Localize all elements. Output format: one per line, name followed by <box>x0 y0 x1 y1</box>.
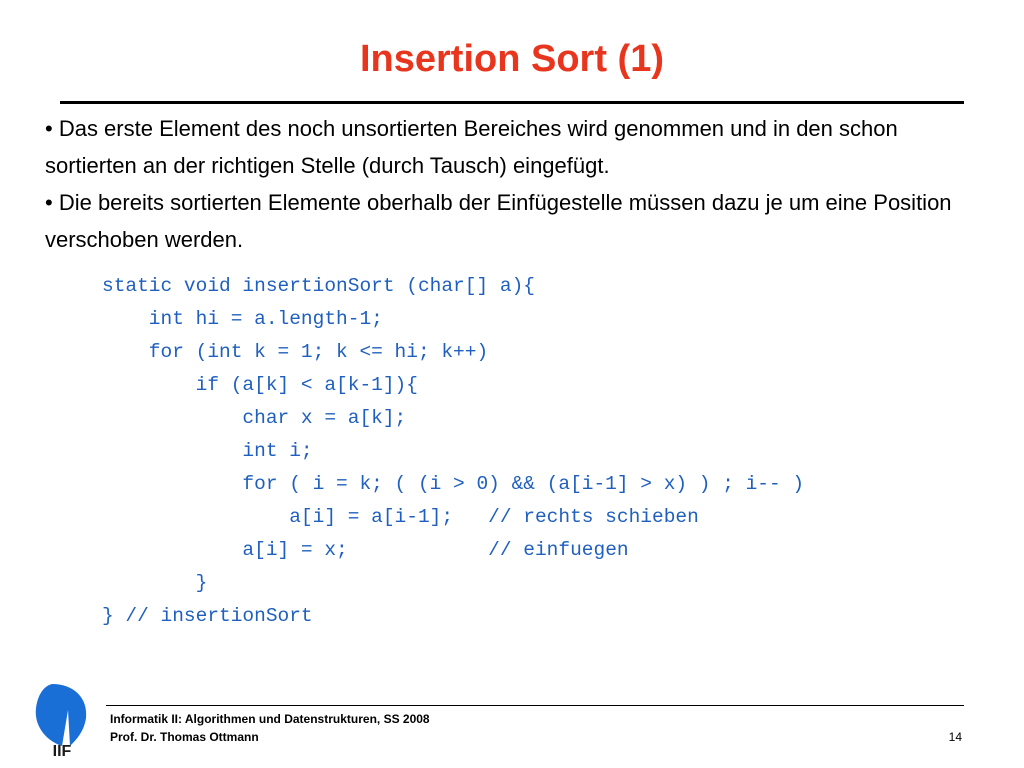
code-text: if (a[k] < a[k-1]){ <box>102 374 418 396</box>
code-line <box>102 534 804 567</box>
code-line <box>102 336 804 369</box>
footer-course: Informatik II: Algorithmen und Datenstrukturen, SS 2008 <box>110 712 430 726</box>
code-line <box>102 402 804 435</box>
code-line <box>102 270 804 303</box>
slide-title: Insertion Sort (1) <box>359 38 665 80</box>
code-text: int i; <box>102 440 313 462</box>
code-line <box>102 468 804 501</box>
code-text: for ( i = k; ( (i > 0) && (a[i-1] > x) ) ; i-- ) <box>102 473 805 495</box>
code-line <box>102 303 804 336</box>
footer-divider <box>106 705 964 706</box>
code-line <box>102 501 804 534</box>
code-text: a[i] = x; <box>102 539 348 561</box>
code-comment: // einfuegen <box>347 539 629 561</box>
bullet-list <box>45 110 975 258</box>
code-text: static void insertionSort (char[] a){ <box>102 275 535 297</box>
bullet-item-2: • Die bereits sortierten Elemente oberhalb der Einfügestelle müssen dazu je um eine Position verschoben werden. <box>45 190 952 252</box>
iif-logo <box>22 680 102 760</box>
code-text: for (int k = 1; k <= hi; k++) <box>102 341 489 363</box>
page-number: 14 <box>948 730 962 744</box>
code-comment: // rechts schieben <box>453 506 699 528</box>
code-text: int hi = a.length-1; <box>102 308 383 330</box>
code-text: char x = a[k]; <box>102 407 407 429</box>
code-line <box>102 435 804 468</box>
code-line <box>102 369 804 402</box>
code-text: } <box>102 572 208 594</box>
footer-author: Prof. Dr. Thomas Ottmann <box>110 730 259 744</box>
bullet-item-1: • Das erste Element des noch unsortierten Bereiches wird genommen und in den schon sortierten an der richtigen Stelle (durch Tausch) eingefügt. <box>45 116 898 178</box>
code-text: } // insertionSort <box>102 605 313 627</box>
code-block <box>102 270 804 633</box>
logo-text: IIF <box>52 743 72 760</box>
title-divider <box>60 101 964 104</box>
code-line <box>102 567 804 600</box>
code-text: a[i] = a[i-1]; <box>102 506 454 528</box>
code-line <box>102 600 804 633</box>
